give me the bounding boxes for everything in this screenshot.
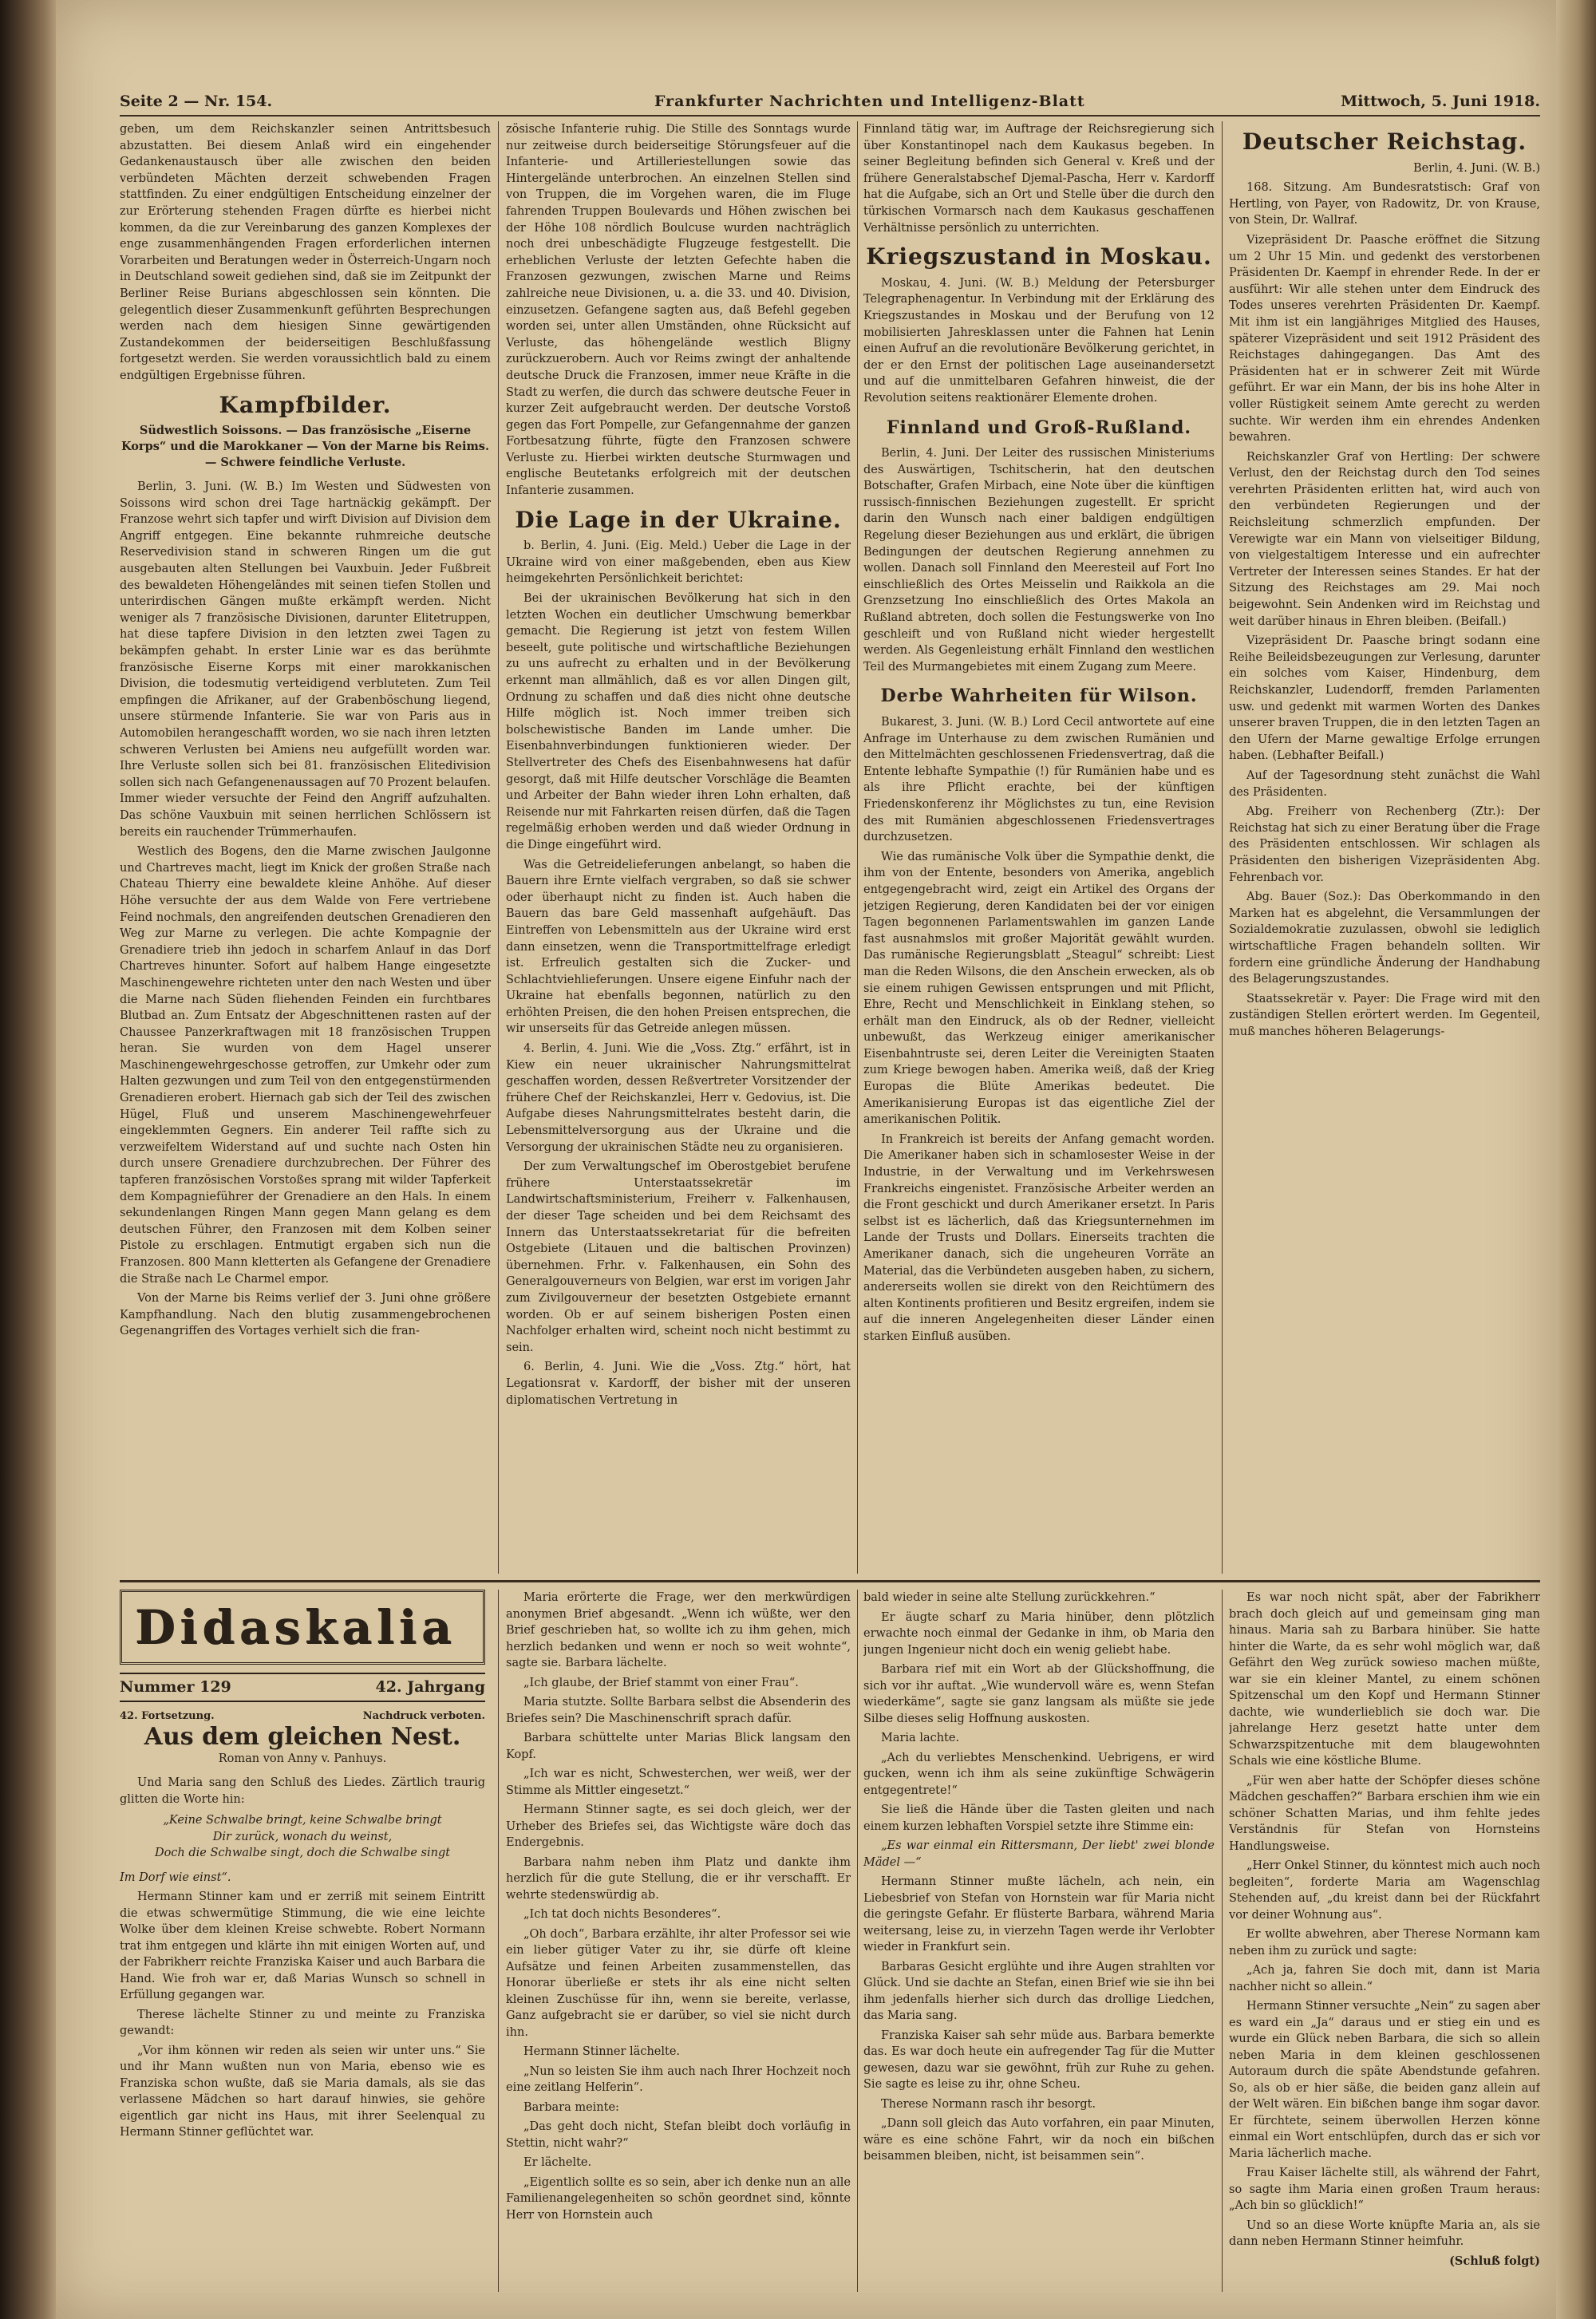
paragraph: Frau Kaiser lächelte still, als während der Fahrt, so sagte ihm Maria einen großen Traum heraus: „Ach bin so glücklich!“ (1229, 2167, 1540, 2212)
novel-author: Roman von Anny v. Panhuys. (218, 1752, 387, 1765)
paragraph: Was die Getreidelieferungen anbelangt, so haben die Bauern ihre Ernte vielfach vergraben, so daß sie schwer oder überhaupt nicht zu finden ist. Auch haben die Bauern das bare Geld massenhaft aufgehäuft. Das Eintreffen von Lebensmitteln aus der Ukraine wird erst dann einsetzen, wenn die Transportmittelfrage erledigt ist. Erfreulich gestalten sich die Zucker- und Schlachtviehlieferungen. Unsere eigene Einfuhr nach der Ukraine hat ebenfalls begonnen, natürlich zu den erhöhten Preisen, die den hohen Preisen entsprechen, die wir unserseits für das Getreide anlegen müssen. (506, 858, 851, 1036)
paragraph: Therese Normann rasch ihr besorgt. (881, 2097, 1096, 2111)
paragraph: Bei der ukrainischen Bevölkerung hat sich in den letzten Wochen ein deutlicher Umschwung bemerkbar gemacht. Die Regierung ist jetzt von festem Willen beseelt, gute politische und wirtschaftliche Beziehungen zu uns aufrecht zu erhalten und in der Bevölkerung erkennt man allmählich, daß es vor allen Dingen gilt, Ordnung zu schaffen und daß dies nicht ohne deutsche Hilfe möglich ist. Noch immer treiben sich bolschewistische Banden im Lande umher. Die Eisenbahnverbindungen funktionieren wieder. Der Stellvertreter des Chefs des Eisenbahnwesens hat dafür gesorgt, daß mit Hilfe deutscher Vorschläge die Beamten und Arbeiter der Bahn wieder ihren Lohn erhalten, daß Reisende nur mit Fahrkarten reisen dürfen, daß die Tagen regelmäßig erhoben werden und daß wieder Ordnung in die Dinge eingeführt wird. (506, 592, 851, 851)
paragraph: Barbara nahm neben ihm Platz und dankte ihm herzlich für die gute Stellung, die er ihr verschafft. Er wehrte stedenswürdig ab. (506, 1855, 851, 1902)
paragraph: Hermann Stinner kam und er zerriß mit seinem Eintritt die etwas schwermütige Stimmung, die wie eine leichte Wolke über dem kleinen Kreise schwebte. Robert Normann trat ihm entgegen und klärte ihn mit einigen Worten auf, und der Fabrikherr reichte Franziska Kaiser und auch Barbara die Hand. Wie froh war er, daß Marias Wunsch so schnell in Erfüllung gegangen war. (120, 1890, 485, 2001)
column-1 (120, 121, 491, 1574)
paragraph: „Herr Onkel Stinner, du könntest mich auch noch begleiten“, forderte Maria am Wagenschlag Stehenden auf, „du kreist dann bei der Rückfahrt vor deiner Wohnung aus“. (1229, 1859, 1540, 1922)
paragraph: Abg. Freiherr von Rechenberg (Ztr.): Der Reichstag hat sich zu einer Beratung über die Frage des Präsidenten entschlossen. Wir schlagen als Präsidenten den bisherigen Vizepräsidenten Abg. Fehrenbach vor. (1229, 805, 1540, 884)
paragraph: Er wollte abwehren, aber Therese Normann kam neben ihm zu zurück und sagte: (1229, 1928, 1540, 1958)
paragraph: Und so an diese Worte knüpfte Maria an, als sie dann neben Hermann Stinner heimfuhr. (1229, 2218, 1540, 2248)
paragraph: Abg. Bauer (Soz.): Das Oberkommando in den Marken hat es abgelehnt, die Versammlungen der Sozialdemokratie zuzulassen, obwohl sie lediglich wirtschaftliche Fragen behandeln sollten. Wir fordern eine gründliche Änderung der Handhabung des Belagerungszustandes. (1229, 891, 1540, 986)
paragraph: geben, um dem Reichskanzler seinen Antrittsbesuch abzustatten. Bei diesem Anlaß wird ein eingehender Gedankenaustausch über alle zwischen den beiden verbündeten Mächten derzeit schwebenden Fragen stattfinden. Zu einer endgültigen Entscheidung einzelner der zur Erörterung stehenden Fragen dürfte es hierbei nicht kommen, da die zur Vereinbarung des ganzen Komplexes der enge zusammenhängenden Fragen erforderlichen internen Vorarbeiten und Beratungen weder in Österreich-Ungarn noch in Deutschland soweit gediehen sind, daß sie im Zeitpunkt der Berliner Reise Burians abgeschlossen sein könnten. Die gelegentlich dieser Zusammenkunft geführten Besprechungen werden nach dem hiesigen Sinne gewärtigenden Zustandekommen der beiderseitigen Beschlußfassung fortgesetzt werden. Sie werden voraussichtlich bald zu einem endgültigen Ergebnisse führen. (120, 123, 491, 382)
issue-date: Mittwoch, 5. Juni 1918. (1341, 93, 1540, 110)
column-rule (857, 1590, 858, 2292)
paragraph: „Ach du verliebtes Menschenkind. Uebrigens, er wird gucken, wenn ich ihm als seine zukünftige Schwägerin entgegentrete!“ (863, 1751, 1215, 1797)
paragraph: Westlich des Bogens, den die Marne zwischen Jaulgonne und Chartreves macht, liegt im Knick der großen Straße nach Chateau Thierry eine bewaldete kleine Anhöhe. Auf dieser Höhe versuchte der aus dem Walde von Fere vertriebene Feind nochmals, den angreifenden deutschen Grenadieren den Weg zur Marne zu verlegen. Die achte Kompagnie der Grenadiere trieb ihn jedoch in scharfem Anlauf in das Dorf Chartreves hinunter. Sofort auf halbem Hange eingesetzte Maschinengewehre richteten unter den nach Westen und über die Marne nach Süden fliehenden Feinden ein furchtbares Blutbad an. Zum Entsatz der Abgeschnittenen rasten auf der Chaussee Panzerkraftwagen mit 18 französischen Truppen heran. Sie wurden von dem Hagel unserer Maschinengewehrgeschosse getroffen, zur Umkehr oder zum Halten gezwungen und zum Teil von den entgegenstürmenden Grenadieren erobert. Hiernach gab sich der Teil des zwischen Hügel, Fluß und unserem Maschinengewehrfeuer eingeklemmten Gegners. Ein anderer Teil raffte sich zu verzweifeltem Widerstand auf und suchte nach Osten hin durch unsere Grenadiere durchzubrechen. Der Führer des tapferen französischen Vorstoßes sprang mit wilder Tapferkeit dem Kompagnieführer der Grenadiere an den Hals. In einem sekundenlangen Ringen Mann gegen Mann gelang es dem deutschen Führer, den Franzosen mit dem Kolben seiner Pistole zu erschlagen. Entmutigt ergaben sich nun die Franzosen. 800 Mann kletterten als Gefangene der Grenadiere die Straße nach Le Charmel empor. (120, 845, 491, 1286)
lyric-line: Dir zurück, wonach du weinst, (212, 1830, 393, 1843)
section-heading-finnland: Finnland und Groß-Rußland. (886, 417, 1192, 438)
paragraph: Vizepräsident Dr. Paasche eröffnet die Sitzung um 2 Uhr 15 Min. und gedenkt des verstorbenen Präsidenten Dr. Kaempf in ehrender Rede. In der er ausführt: Wir alle stehen unter dem Eindruck des Todes unseres verehrten Präsidenten Dr. Kaempf. Mit ihm ist ein langjähriges Mitglied des Hauses, späterer Vizepräsident und seit 1912 Präsident des Reichstages dahingegangen. Das Amt des Präsidenten hat er in schwerer Zeit mit Würde geführt. Er war ein Mann, der bis ins hohe Alter in voller Rüstigkeit seinem Amte gerecht zu werden suchte. Wir werden ihm ein ehrendes Andenken bewahren. (1229, 233, 1540, 444)
page-number: Seite 2 — Nr. 154. (120, 93, 273, 110)
column-4 (1229, 121, 1540, 1574)
paragraph: Maria stutzte. Sollte Barbara selbst die Absenderin des Briefes sein? Die Maschinenschrift sprach dafür. (506, 1696, 851, 1725)
volume-number: 42. Jahrgang (375, 1678, 485, 1696)
column-3 (863, 121, 1215, 1574)
column-rule (857, 121, 858, 1574)
paragraph: „Ich war es nicht, Schwesterchen, wer weiß, wer der Stimme als Mittler eingesetzt.“ (506, 1768, 851, 1797)
dateline: Berlin, 4. Juni. (W. B.) (1413, 161, 1540, 175)
paragraph: Sie ließ die Hände über die Tasten gleiten und nach einem kurzen lebhaften Vorspiel setzte ihre Stimme ein: (863, 1803, 1215, 1833)
paragraph: Franziska Kaiser sah sehr müde aus. Barbara bemerkte das. Es war doch heute ein aufregender Tag für die Mutter gewesen, dazu war sie gewöhnt, früh zur Ruhe zu gehen. Sie sagte es leise zu ihr, ohne Scheu. (863, 2029, 1215, 2091)
paragraph: Wie das rumänische Volk über die Sympathie denkt, die ihm von der Entente, besonders von Amerika, angeblich entgegengebracht wird, zeigt ein Artikel des Organs der jetzigen Regierung, deren Kandidaten bei der vor einigen Tagen begonnenen Parlamentswahlen im ganzen Lande fast ausnahmslos mit großer Majorität gewählt wurden. Das rumänische Regierungsblatt „Steagul“ schreibt: Liest man die Reden Wilsons, die den Anschein erwecken, als ob sie einem ruhigen Gewissen entsprungen und mit Pflicht, Ehre, Recht und Menschlichkeit in Einklang stehen, so erhält man den Eindruck, als ob der Redner, vielleicht unbewußt, das Werkzeug einiger amerikanischer Eisenbahntruste sei, deren Leiter die Vereinigten Staaten zum Kriege bewogen haben. Amerika weiß, daß der Krieg Europas die Blüte Amerikas bedeutet. Die Amerikanisierung Europas ist das eigentliche Ziel der amerikanischen Politik. (863, 850, 1215, 1127)
paragraph: Berlin, 3. Juni. (W. B.) Im Westen und Südwesten von Soissons wird schon drei Tage hartnäckig gekämpft. Der Franzose wehrt sich tapfer und wirft Division auf Division dem Angriff entgegen. Eine bekannte ruhmreiche deutsche Reservedivision stand in schweren Ringen um die gut ausgebauten alten Stellungen bei Vauxbuin. Jeder Fußbreit des bewaldeten Höhengeländes mit seinen tiefen Stollen und unterirdischen Gängen mußte erkämpft werden. Nicht weniger als 7 französische Divisionen, darunter Elitetruppen, hat diese tapfere Division in den letzten zwei Tagen zu bekämpfen gehabt. In erster Linie war es das berühmte französische Eiserne Korps mit einer marokkanischen Division, die todesmutig verteidigend verbluteten. Zum Teil empfingen die Afrikaner, auf der Grabenböschung liegend, unsere stürmende Infanterie. Sie war von Paris aus in Automobilen herangeschafft worden, wo sie nach ihren letzten schweren Verlusten bei Amiens neu aufgefüllt worden war. Ihre Verluste sollen sich bei 81. französischen Elitedivision sollen sich nach Gefangenenaussagen auf 70 Prozent belaufen. Immer wieder versuchte der Feind den Angriff aufzuhalten. Das schöne Vauxbuin mit seinen herrlichen Schlössern ist bereits ein rauchender Trümmerhaufen. (120, 480, 491, 839)
newspaper-title: Frankfurter Nachrichten und Intelligenz-Blatt (654, 93, 1085, 110)
feuilleton-column-2 (506, 1590, 851, 2292)
paragraph: Moskau, 4. Juni. (W. B.) Meldung der Petersburger Telegraphenagentur. In Verbindung mit der Erklärung des Kriegszustandes in Moskau und der Berufung von 12 mobilisierten Jahresklassen unter die Fahnen hat Lenin einen Aufruf an die revolutionäre Bevölkerung gerichtet, in der er den Ernst der politischen Lage auseinandersetzt und auf die unmittelbaren Gefahren hinweist, die der Revolution seitens reaktionärer Elemente drohen. (863, 276, 1215, 405)
lyric-line: Doch die Schwalbe singt, doch die Schwalbe singt (154, 1847, 451, 1859)
paragraph: Hermann Stinner lächelte. (523, 2045, 681, 2058)
section-heading-moskau: Kriegszustand in Moskau. (866, 243, 1212, 271)
feuilleton-column-3 (863, 1590, 1215, 2292)
paragraph: Finnland tätig war, im Auftrage der Reichsregierung sich über Konstantinopel nach dem Kaukasus begeben. In seiner Begleitung befinden sich General v. Kreß und der frühere Generalstabschef Djemal-Pascha, Herr v. Kardorff hat die Aufgabe, sich an Ort und Stelle über die durch den türkischen Vormarsch nach dem Kaukasus geschaffenen Verhältnisse persönlich zu unterrichten. (863, 123, 1215, 235)
paragraph: Maria erörterte die Frage, wer den merkwürdigen anonymen Brief abgesandt. „Wenn ich wüßte, wer den Brief geschrieben hat, so wollte ich zu ihm gehen, mich herzlich bedanken und wenn er noch so weit wohnte“, sagte sie. Barbara lächelte. (506, 1591, 851, 1669)
paragraph: Auf der Tagesordnung steht zunächst die Wahl des Präsidenten. (1229, 768, 1540, 799)
section-heading-wilson: Derbe Wahrheiten für Wilson. (880, 685, 1198, 707)
paragraph: Barbara rief mit ein Wort ab der Glückshoffnung, die sich vor ihr auftat. „Wie wundervoll wäre es, wenn Stefan wiederkäme“, sagte sie ganz langsam als müßte sie jede Silbe dieses selig Hoffnung auskosten. (863, 1663, 1215, 1725)
paragraph: 6. Berlin, 4. Juni. Wie die „Voss. Ztg.“ hört, hat Legationsrat v. Kardorff, der bisher mit der unseren diplomatischen Vertretung in (506, 1361, 851, 1407)
paragraph: „Vor ihm können wir reden als seien wir unter uns.“ Sie und ihr Mann wußten nun von Maria, ebenso wie es Franziska schon wußte, daß sie Maria damals, als sie das verlassene Mädchen so hart darauf hinwies, sie gehöre eigentlich gar nicht ins Haus, mit ihrer Seelenqual zu Hermann Stinner geflüchtet war. (120, 2044, 485, 2139)
paragraph: „Ach ja, fahren Sie doch mit, dann ist Maria nachher nicht so allein.“ (1229, 1964, 1540, 1993)
paragraph: Barbara meinte: (523, 2100, 619, 2114)
paragraph: Maria lachte. (881, 1732, 960, 1744)
issue-number: Nummer 129 (120, 1678, 231, 1696)
to-be-continued: (Schluß folgt) (1449, 2254, 1540, 2268)
paragraph: Hermann Stinner mußte lächeln, ach nein, ein Liebesbrief von Stefan von Hornstein war für Maria nicht die geringste Gefahr. Er flüsterte Barbara, während Maria weitersang, leise zu, in vierzehn Tagen werde ihr Verlobter wieder in Frankfurt sein. (863, 1875, 1215, 1954)
paragraph: Staatssekretär v. Payer: Die Frage wird mit den zuständigen Stellen erörtert werden. Im Gegenteil, muß manches höheren Belagerungs- (1229, 992, 1540, 1038)
rights-notice: Nachdruck verboten. (362, 1709, 485, 1722)
song-lyrics (120, 1812, 485, 1862)
paragraph: Es war noch nicht spät, aber der Fabrikherr brach doch gleich auf und gemeinsam ging man hinaus. Maria sah zu Barbara hinüber. Sie hatte hinter die Warte, da es sehr wohl möglich war, daß Gefährt den Weg zurück sowieso machen müßte, war sie ein kleiner Mantel, zu einem schönen Spitzenschal um den Kopf und Hermann Stinner dachte, wie wunderlieblich sie doch war. Die jahrelange Herz gesetzt hatte unter dem Schwarzspitzentuche mit dem blaugewohnten Schals wie eine köstliche Blume. (1229, 1591, 1540, 1768)
paragraph: Er äugte scharf zu Maria hinüber, denn plötzlich erwachte noch einmal der Gedanke in ihm, ob Maria den jungen Ingenieur nicht doch ein wenig geliebt habe. (863, 1610, 1215, 1657)
paragraph: bald wieder in seine alte Stellung zurückkehren.“ (863, 1591, 1156, 1604)
column-rule (1222, 121, 1223, 1574)
paragraph: „Für wen aber hatte der Schöpfer dieses schöne Mädchen geschaffen?“ Barbara erschien ihm wie ein schöner Schatten Marias, und ihm fehlte jedes Verständnis für Stefan von Hornsteins Handlungsweise. (1229, 1774, 1540, 1853)
paragraph: „Ich tat doch nichts Besonderes“. (523, 1908, 721, 1921)
paragraph: „Das geht doch nicht, Stefan bleibt doch vorläufig in Stettin, nicht wahr?“ (506, 2120, 851, 2150)
issue-row (120, 1673, 485, 1702)
paragraph: „Es war einmal ein Rittersmann, Der liebt' zwei blonde Mädel —“ (863, 1839, 1215, 1869)
paragraph: 4. Berlin, 4. Juni. Wie die „Voss. Ztg.“ erfährt, ist in Kiew ein neuer ukrainischer Nahrungsmittelrat geschaffen worden, dessen Reßvertreter Vorsitzender der frühere Chef der Reichskanzlei, Herr v. Gedovius, ist. Die Aufgabe dieses Nahrungsmittelrates besteht darin, die Lebensmittelversorgung aus der Ukraine und die Versorgung der ukrainischen Städte neu zu organisieren. (506, 1042, 851, 1154)
section-heading-reichstag: Deutscher Reichstag. (1242, 128, 1527, 155)
paragraph: Vizepräsident Dr. Paasche bringt sodann eine Reihe Beileidsbezeugungen zur Verlesung, darunter ein solches vom Kaiser, Hindenburg, dem Reichskanzler, Ludendorff, fremden Parlamenten usw. und gedenkt mit warmen Worten des Dankes unserer braven Truppen, die in den letzten Tagen an den Ufern der Marne gewaltige Erfolge errungen haben. (Lebhafter Beifall.) (1229, 634, 1540, 763)
paragraph: Im Dorf wie einst“. (120, 1871, 231, 1884)
section-heading-ukraine: Die Lage in der Ukraine. (515, 506, 842, 533)
paragraph: „Dann soll gleich das Auto vorfahren, ein paar Minuten, wäre es eine schöne Fahrt, wir da noch ein bißchen beisammen bleiben, nicht, ist beisammen sein“. (863, 2117, 1215, 2163)
paragraph: „Nun so leisten Sie ihm auch nach Ihrer Hochzeit noch eine zeitlang Helferin“. (506, 2064, 851, 2094)
paragraph: Reichskanzler Graf von Hertling: Der schwere Verlust, den der Reichstag durch den Tod seines verehrten Präsidenten erlitten hat, wird auch von den verbündeten Regierungen und der Reichsleitung schmerzlich empfunden. Der Verewigte war ein Mann von vielseitiger Bildung, von vielgestaltigem Interesse und ein aufrechter Vertreter der Interessen seines Standes. Er hat der Sitzung des Reichstages am 29. Mai noch beigewohnt. Sein Andenken wird im Reichstag und weit darüber hinaus in Ehren bleiben. (Beifall.) (1229, 450, 1540, 628)
column-2 (506, 121, 851, 1574)
didaskalia-header (120, 1590, 485, 1665)
didaskalia-title: Didaskalia (135, 1600, 456, 1654)
column-rule (498, 121, 499, 1574)
book-binding (0, 0, 56, 2319)
page-edge (1556, 0, 1596, 2319)
paragraph: Barbara schüttelte unter Marias Blick langsam den Kopf. (506, 1732, 851, 1761)
paragraph: „Eigentlich sollte es so sein, aber ich denke nun an alle Familienangelegenheiten so schön geordnet sind, könnte Herr von Hornstein auch (506, 2175, 851, 2222)
paragraph: „Ich glaube, der Brief stammt von einer Frau“. (523, 1676, 799, 1689)
paragraph: Und Maria sang den Schluß des Liedes. Zärtlich traurig glitten die Worte hin: (120, 1776, 485, 1806)
masthead (120, 86, 1540, 117)
paragraph: Therese lächelte Stinner zu und meinte zu Franziska gewandt: (120, 2008, 485, 2037)
paragraph: Bukarest, 3. Juni. (W. B.) Lord Cecil antwortete auf eine Anfrage im Unterhause zu dem zwischen Rumänien und den Mittelmächten geschlossenen Friedensvertrag, daß die Entente lebhafte Sympathie (!) für Rumänien habe und es als ihre Pflicht erachte, bei der künftigen Friedenskonferenz ihr Möglichstes zu tun, eine Revision des mit Rumänien abgeschlossenen Friedensvertrages durchzusetzen. (863, 716, 1215, 844)
lyric-line: „Keine Schwalbe bringt, keine Schwalbe bringt (163, 1814, 442, 1827)
section-subhead: Südwestlich Soissons. — Das französische „Eiserne Korps“ und die Marokkaner — Von der Marne bis Reims. — Schwere feindliche Verluste. (120, 424, 490, 470)
paragraph: Von der Marne bis Reims verlief der 3. Juni ohne größere Kampfhandlung. Nach den blutig zusammengebrochenen Gegenangriffen des Vortages verhielt sich die fran- (120, 1292, 491, 1338)
paragraph: Der zum Verwaltungschef im Oberostgebiet berufene frühere Unterstaatssekretär im Landwirtschaftsministerium, Freiherr v. Falkenhausen, der dieser Tage scheiden und bei dem Reichsamt des Innern das Unterstaatssekretariat für die befreiten Ostgebiete (Litauen und die baltischen Provinzen) übernehmen. Frhr. v. Falkenhausen, ein Sohn des Generalgouverneurs von Belgien, war erst im vorigen Jahr zum Zivilgouverneur der besetzten Ostgebiete ernannt worden. Ob er auf seinem bisherigen Posten einen Nachfolger erhalten wird, scheint noch nicht bestimmt zu sein. (506, 1160, 851, 1354)
paragraph: b. Berlin, 4. Juni. (Eig. Meld.) Ueber die Lage in der Ukraine wird von einer maßgebenden, eben aus Kiew heimgekehrten Persönlichkeit berichtet: (506, 539, 851, 586)
paragraph: zösische Infanterie ruhig. Die Stille des Sonntags wurde nur zeitweise durch beiderseitige Störungsfeuer auf die Infanterie- und Artilleriestellungen sowie das Hintergelände unterbrochen. An einzelnen Stellen sind von Truppen, die im Vorgehen waren, die im Fluge fahrenden Truppen Boulevards und Höhen zwischen bei der Höhe 108 nördlich Boulcuse wurden nachträglich noch drei unbeschädigte Flugzeuge festgestellt. Die erheblichen Verluste der letzten Gefechte haben die Franzosen gezwungen, zwischen Marne und Reims zahlreiche neue Divisionen, u. a. die 33. und 40. Division, einzusetzen. Gefangene sagten aus, daß Befehl gegeben worden sei, unter allen Umständen, ohne Rücksicht auf Verluste, das höhengelände westlich Bligny zurückzuerobern. Auch vor Reims zwingt der anhaltende deutsche Druck die Franzosen, immer neue Kräfte in die Stadt zu werfen, die durch das schwere deutsche Feuer in kurzer Zeit aufgebraucht werden. Der deutsche Vorstoß gegen das Fort Pompelle, zur Gefangennahme der ganzen Fortbesatzung führte, fügte den Franzosen schwere Verluste zu. Hierbei wirkten deutsche Sturmwagen und englische Beutetanks erfolgreich mit der deutschen Infanterie zusammen. (506, 123, 851, 498)
continuation-label: 42. Fortsetzung. (120, 1709, 215, 1722)
section-heading-kampfbilder: Kampfbilder. (219, 391, 392, 418)
continuation-row (120, 1709, 485, 1725)
feuilleton-divider (120, 1580, 1540, 1582)
paragraph: 168. Sitzung. Am Bundesratstisch: Graf von Hertling, von Payer, von Radowitz, Dr. von Krause, von Stein, Dr. Wallraf. (1229, 181, 1540, 227)
paragraph: Hermann Stinner sagte, es sei doch gleich, wer der Urheber des Briefes sei, das Wichtigste wäre doch das Endergebnis. (506, 1803, 851, 1849)
feuilleton-column-1 (120, 1590, 485, 2292)
paragraph: „Oh doch“, Barbara erzählte, ihr alter Professor sei wie ein lieber gütiger Vater zu ihr, sie dürfe oft kleine Aufsätze und feinen Arbeiten zusammenstellen, das Honorar überließe er stets ihr als eine nicht selten kleinen Zuschüsse für ihn, wenn sie bereite, verlasse, Ganz aufgebracht sie er darüber, so viel sie nicht durch ihn. (506, 1927, 851, 2039)
paragraph: In Frankreich ist bereits der Anfang gemacht worden. Die Amerikaner haben sich in schamlosester Weise in der Industrie, in der Verwaltung und im Verkehrswesen Frankreichs eingenistet. Französische Arbeiter werden an die Front geschickt und durch Amerikaner ersetzt. In Paris selbst ist es lächerlich, daß das Kriegsunternehmen im Lande der Trusts und Dollars. Einerseits trachten die Amerikaner danach, sich die ungeheuren Vorräte an Material, das die Verbündeten ausgeben haben, zu sichern, andererseits wollen sie direkt von den Reichtümern des alten Kontinents profitieren und Besitz ergreifen, indem sie auf die inneren Angelegenheiten dieser Länder einen starken Einfluß ausüben. (863, 1132, 1215, 1343)
paragraph: Er lächelte. (523, 2156, 592, 2169)
paragraph: Barbaras Gesicht erglühte und ihre Augen strahlten vor Glück. Und sie dachte an Stefan, einen Brief wie sie ihn bei ihm jedenfalls hierher sich durch das drollige Liedchen, das Maria sang. (863, 1960, 1215, 2022)
column-rule (1222, 1590, 1223, 2292)
paragraph: Berlin, 4. Juni. Der Leiter des russischen Ministeriums des Auswärtigen, Tschitscherin, hat den deutschen Botschafter, Grafen Mirbach, eine Note über die künftigen russisch-finnischen Beziehungen zugestellt. Er spricht darin den Wunsch nach einer baldigen endgültigen Regelung dieser Beziehungen aus und erklärt, die übrigen Bedingungen der deutschen Regierung annehmen zu wollen. Danach soll Finnland den Meeresteil auf Fort Ino einschließlich des Ortes Meisselin und Raikkola an die Grenzsetzung Ino einschließlich des Ortes Makola an Rußland abtreten, doch sollen die Festungswerke von Ino geschleift und von Rußland nicht wieder hergestellt werden. Als Gegenleistung erhält Finnland den westlichen Teil des Murmangebietes mit einem Zugang zum Meere. (863, 447, 1215, 674)
novel-title: Aus dem gleichen Nest. (144, 1723, 461, 1751)
column-rule (498, 1590, 499, 2292)
feuilleton-column-4 (1229, 1590, 1540, 2292)
paragraph: Hermann Stinner versuchte „Nein“ zu sagen aber es ward ein „Ja“ daraus und er stieg ein und es wurde ein Glück neben Barbara, die sich so allein neben Maria in dem kleinen geschlossenen Autoraum durch die späte Abendstunde gefahren. So, als ob er hier säße, die beiden ganz allein auf der Welt wären. Ein bißchen bange ihm sogar davor. Er fürchtete, seinem überwollen Herzen könne einmal ein Wort entschlüpfen, durch das er sich vor Maria lächerlich mache. (1229, 2000, 1540, 2160)
